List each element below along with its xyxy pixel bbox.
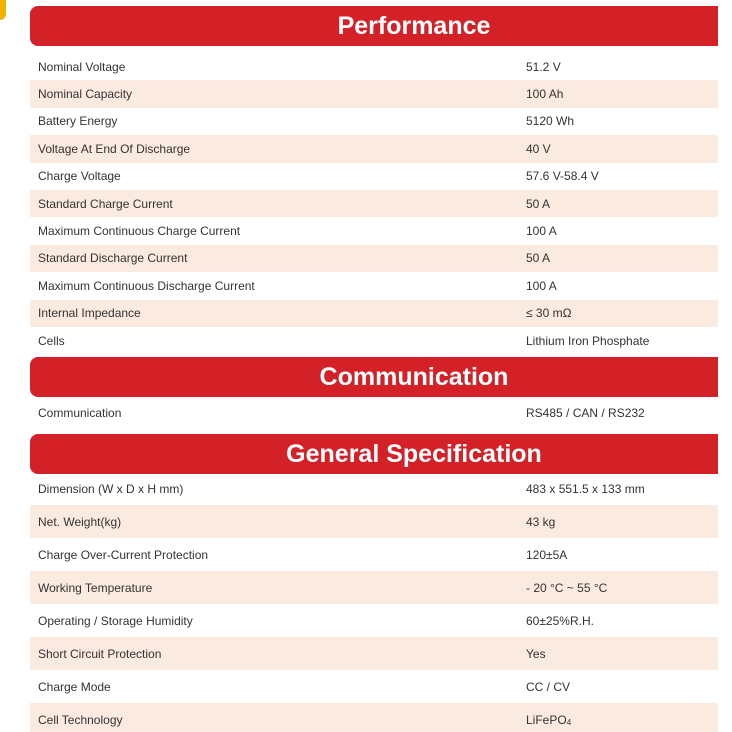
row-label: Working Temperature: [38, 580, 153, 595]
row-label: Cells: [38, 333, 65, 348]
row-value: 51.2 V: [526, 59, 561, 74]
row-value: ≤ 30 mΩ: [526, 306, 572, 321]
row-value: CC / CV: [526, 679, 571, 694]
row-value: 57.6 V-58.4 V: [526, 169, 599, 184]
row-label: Maximum Continuous Charge Current: [38, 224, 241, 239]
table-row: [30, 505, 718, 538]
row-value: 43 kg: [526, 514, 556, 529]
section-title: Performance: [337, 11, 491, 40]
row-value: 60±25%R.H.: [526, 613, 594, 628]
table-row: [30, 300, 718, 327]
performance-table: [30, 53, 718, 354]
table-row: [30, 604, 718, 637]
section-header-general-specification: [30, 434, 718, 474]
row-label: Charge Voltage: [38, 169, 121, 184]
row-label: Dimension (W x D x H mm): [38, 481, 184, 496]
table-row: [30, 108, 718, 135]
table-row: [30, 670, 718, 703]
row-label: Operating / Storage Humidity: [38, 613, 193, 628]
row-label: Standard Discharge Current: [38, 251, 188, 266]
row-label: Communication: [38, 405, 122, 420]
corner-accent: [0, 0, 6, 20]
row-value: 50 A: [526, 196, 551, 211]
row-value: 100 A: [526, 278, 557, 293]
row-value: LiFePO$_4$: [526, 712, 572, 727]
section-header-communication: [30, 357, 718, 397]
table-row: [30, 538, 718, 571]
table-row: [30, 53, 718, 80]
table-row: [30, 703, 718, 732]
communication-table: [30, 399, 718, 426]
row-value: 120±5A: [526, 547, 568, 562]
row-label: Voltage At End Of Discharge: [38, 141, 191, 156]
table-row: [30, 399, 718, 426]
row-label: Cell Technology: [38, 712, 123, 727]
row-label: Nominal Capacity: [38, 87, 133, 102]
table-row: [30, 135, 718, 162]
row-value: 100 A: [526, 224, 557, 239]
table-row: [30, 637, 718, 670]
section-header-performance: [30, 6, 718, 46]
table-row: [30, 472, 718, 505]
row-value: 5120 Wh: [526, 114, 575, 129]
row-label: Net. Weight(kg): [38, 514, 122, 529]
row-value: - 20 °C ~ 55 °C: [526, 580, 608, 595]
row-value: 483 x 551.5 x 133 mm: [526, 481, 645, 496]
row-label: Standard Charge Current: [38, 196, 173, 211]
table-row: [30, 571, 718, 604]
row-value: Yes: [526, 646, 546, 661]
row-value: RS485 / CAN / RS232: [526, 405, 645, 420]
table-row: [30, 217, 718, 244]
table-row: [30, 272, 718, 299]
row-label: Battery Energy: [38, 114, 118, 129]
row-label: Nominal Voltage: [38, 59, 126, 74]
row-label: Charge Mode: [38, 679, 111, 694]
table-row: [30, 327, 718, 354]
section-title: Communication: [319, 362, 509, 391]
row-value: Lithium Iron Phosphate: [526, 333, 650, 348]
row-label: Charge Over-Current Protection: [38, 547, 209, 562]
row-value: 100 Ah: [526, 87, 564, 102]
row-label: Maximum Continuous Discharge Current: [38, 278, 255, 293]
table-row: [30, 163, 718, 190]
table-row: [30, 190, 718, 217]
row-label: Internal Impedance: [38, 306, 141, 321]
table-row: [30, 245, 718, 272]
row-value: 40 V: [526, 141, 551, 156]
table-row: [30, 80, 718, 107]
general-specification-table: [30, 472, 718, 732]
row-label: Short Circuit Protection: [38, 646, 162, 661]
section-title: General Specification: [286, 439, 542, 468]
row-value: 50 A: [526, 251, 551, 266]
